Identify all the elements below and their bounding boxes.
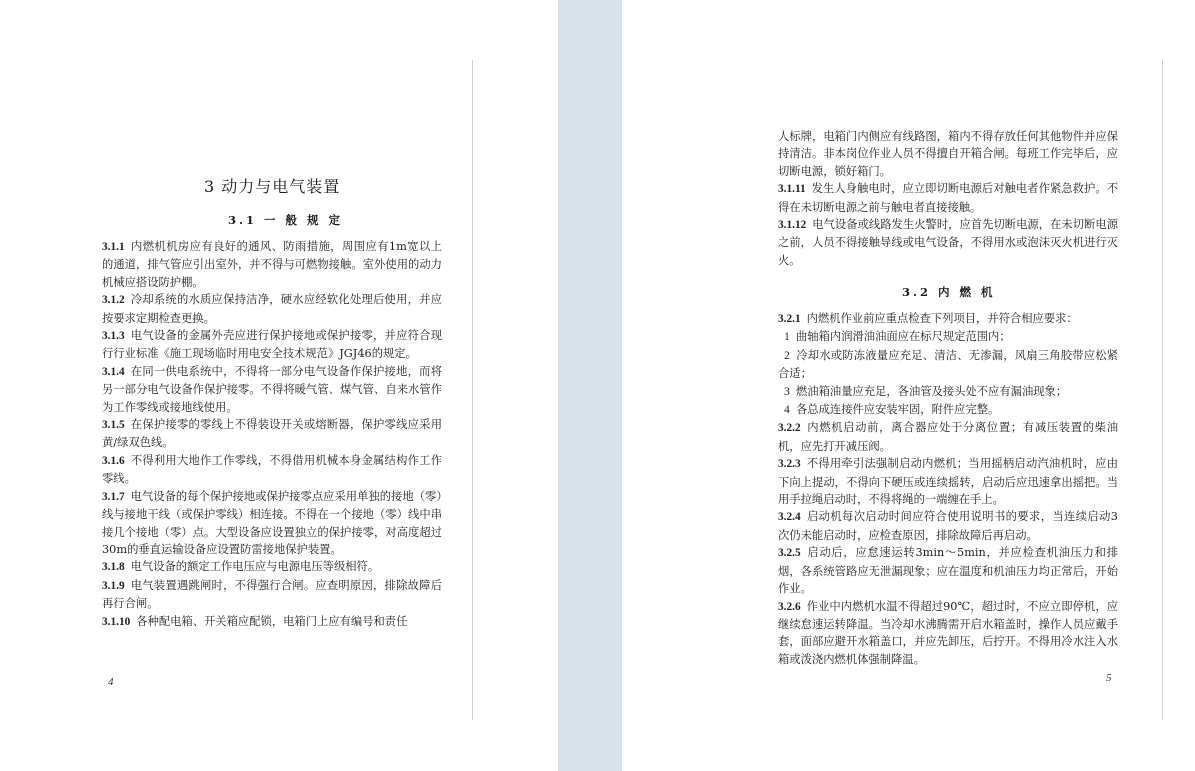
clause-text: 内燃机机房应有良好的通风、防雨措施，周围应有1m宽以上的通道，排气管应引出室外，并不得与可燃物接触。室外使用的动力机械应搭设防护棚。 — [102, 240, 442, 289]
clause-3-1-11 — [778, 180, 1118, 216]
clause-text: 冷却系统的水质应保持洁净，硬水应经软化处理后使用，并应按要求定期检查更换。 — [102, 293, 442, 325]
section-title-3-1: 3.1 一 般 规 定 — [228, 213, 344, 227]
clause-number: 3.1.7 — [102, 490, 125, 503]
item-number: 2 — [784, 349, 790, 362]
clause-number: 3.2.4 — [778, 511, 801, 524]
right-body-top — [778, 128, 1118, 269]
chapter-title: 3 动力与电气装置 — [204, 177, 341, 196]
clause-3-1-2 — [102, 291, 442, 327]
page-number-left: 4 — [108, 676, 114, 688]
clause-number: 3.1.2 — [102, 294, 125, 307]
clause-3-2-4 — [778, 508, 1118, 544]
clause-3-1-9 — [102, 577, 442, 613]
clause-text: 电气设备或线路发生火警时，应首先切断电源，在未切断电源之前，人员不得接触导线或电气设备，不得用水或泡沫灭火机进行灭火。 — [778, 218, 1118, 267]
right-page — [622, 0, 1195, 771]
clause-number: 3.1.9 — [102, 579, 125, 592]
clause-number: 3.1.6 — [102, 454, 125, 467]
clause-text: 启动后，应怠速运转3min～5min，并应检查机油压力和排烟，各系统管路应无泄漏现象；应在温度和机油压力均正常后，开始作业。 — [778, 546, 1118, 596]
clause-number: 3.2.2 — [778, 422, 801, 435]
clause-text: 内燃机启动前，离合器应处于分离位置；有减压装置的柴油机，应先打开减压阀。 — [778, 421, 1118, 453]
clause-text: 电气设备的金属外壳应进行保护接地或保护接零，并应符合现行行业标准《施工现场临时用电安全技术规范》JGJ46的规定。 — [102, 329, 442, 361]
clause-number: 3.2.3 — [778, 458, 801, 471]
section-title-3-2: 3.2 内 燃 机 — [902, 285, 996, 299]
clause-3-2-6 — [778, 598, 1118, 669]
clause-3-1-1 — [102, 238, 442, 291]
clause-number: 3.2.1 — [778, 313, 801, 325]
clause-3-1-5 — [102, 416, 442, 452]
clause-3-1-6 — [102, 452, 442, 488]
left-page — [0, 0, 558, 771]
clause-text: 在保护接零的零线上不得装设开关或熔断器，保护零线应采用黄/绿双色线。 — [102, 418, 442, 450]
clause-3-1-3 — [102, 327, 442, 363]
list-item — [778, 383, 1118, 401]
clause-number: 3.1.1 — [102, 241, 125, 253]
clause-text: 电气设备的每个保护接地或保护接零点应采用单独的接地（零）线与接地干线（或保护零线）相连接。不得在一个接地（零）线中串接几个接地（零）点。大型设备应设置独立的保护接零，对高度超过30m的垂直运输设备应设置防雷接地保护装置。 — [102, 489, 442, 556]
clause-text: 各种配电箱、开关箱应配锁，电箱门上应有编号和责任 — [136, 614, 408, 628]
clause-text: 不得利用大地作工作零线，不得借用机械本身金属结构作工作零线。 — [102, 453, 442, 486]
clause-text: 启动机每次启动时间应符合使用说明书的要求，当连续启动3次仍未能启动时，应检查原因，排除故障后再启动。 — [778, 510, 1118, 542]
clause-number: 3.1.12 — [778, 219, 807, 232]
page-edge-divider — [472, 60, 473, 720]
item-text: 曲轴箱内润滑油油面应在标尺规定范围内； — [796, 330, 1011, 344]
clause-number: 3.1.5 — [102, 419, 125, 432]
left-body-text — [102, 238, 442, 631]
list-item — [778, 401, 1118, 419]
clause-number: 3.1.3 — [102, 330, 125, 343]
clause-3-1-12 — [778, 216, 1118, 269]
page-edge-divider — [1162, 60, 1163, 720]
item-text: 各总成连接件应安装牢固，附件应完整。 — [796, 403, 1000, 417]
clause-text: 不得用牵引法强制启动内燃机；当用摇柄启动汽油机时，应由下向上提动，不得向下硬压或连续摇转，启动后应迅速拿出摇把。当用手拉绳启动时，不得将绳的一端缠在手上。 — [778, 457, 1118, 507]
clause-text: 作业中内燃机水温不得超过90℃，超过时，不应立即停机，应继续怠速运转降温。当冷却水沸腾需开启水箱盖时，操作人员应戴手套，面部应避开水箱盖口，并应先卸压，后拧开。不得用冷水注入水箱或泼浇内燃机体强制降温。 — [778, 599, 1118, 666]
clause-number: 3.1.4 — [102, 365, 125, 378]
item-text: 冷却水或防冻液量应充足、清洁、无渗漏，风扇三角胶带应松紧合适； — [778, 348, 1118, 381]
clause-3-1-7 — [102, 488, 442, 559]
clause-3-1-10 — [102, 613, 442, 631]
right-body-bottom — [778, 310, 1118, 668]
list-item — [778, 328, 1118, 346]
item-number: 1 — [784, 331, 790, 344]
clause-3-2-2 — [778, 419, 1118, 455]
clause-3-1-8 — [102, 558, 442, 576]
clause-number: 3.1.10 — [102, 615, 131, 628]
continuation-text: 人标牌，电箱门内侧应有线路图，箱内不得存放任何其他物件并应保持清洁。非本岗位作业人员不得擅自开箱合闸。每班工作完毕后，应切断电源，锁好箱门。 — [778, 130, 1118, 178]
clause-text: 内燃机作业前应重点检查下列项目，并符合相应要求： — [806, 312, 1078, 325]
item-text: 燃油箱油量应充足，各油管及接头处不应有漏油现象； — [796, 384, 1068, 398]
clause-number: 3.1.11 — [778, 183, 806, 196]
clause-3-1-4 — [102, 363, 442, 416]
clause-number: 3.2.6 — [778, 600, 801, 613]
clause-3-2-5 — [778, 544, 1118, 597]
clause-text: 电气装置遇跳闸时，不得强行合闸。应查明原因，排除故障后再行合闸。 — [102, 578, 442, 611]
clause-3-2-3 — [778, 455, 1118, 508]
item-number: 3 — [784, 385, 790, 398]
clause-text: 电气设备的额定工作电压应与电源电压等级相符。 — [130, 560, 380, 574]
clause-3-2-1 — [778, 310, 1118, 328]
clause-number: 3.2.5 — [778, 547, 801, 560]
list-item — [778, 347, 1118, 383]
book-gutter — [558, 0, 622, 771]
page-number-right: 5 — [1106, 672, 1112, 684]
clause-text: 发生人身触电时，应立即切断电源后对触电者作紧急救护。不得在未切断电源之前与触电者直接接触。 — [778, 182, 1118, 214]
item-number: 4 — [784, 404, 790, 417]
clause-number: 3.1.8 — [102, 561, 125, 574]
clause-text: 在同一供电系统中，不得将一部分电气设备作保护接地，而将另一部分电气设备作保护接零。不得将暖气管、煤气管、自来水管作为工作零线或接地线使用。 — [102, 364, 442, 414]
